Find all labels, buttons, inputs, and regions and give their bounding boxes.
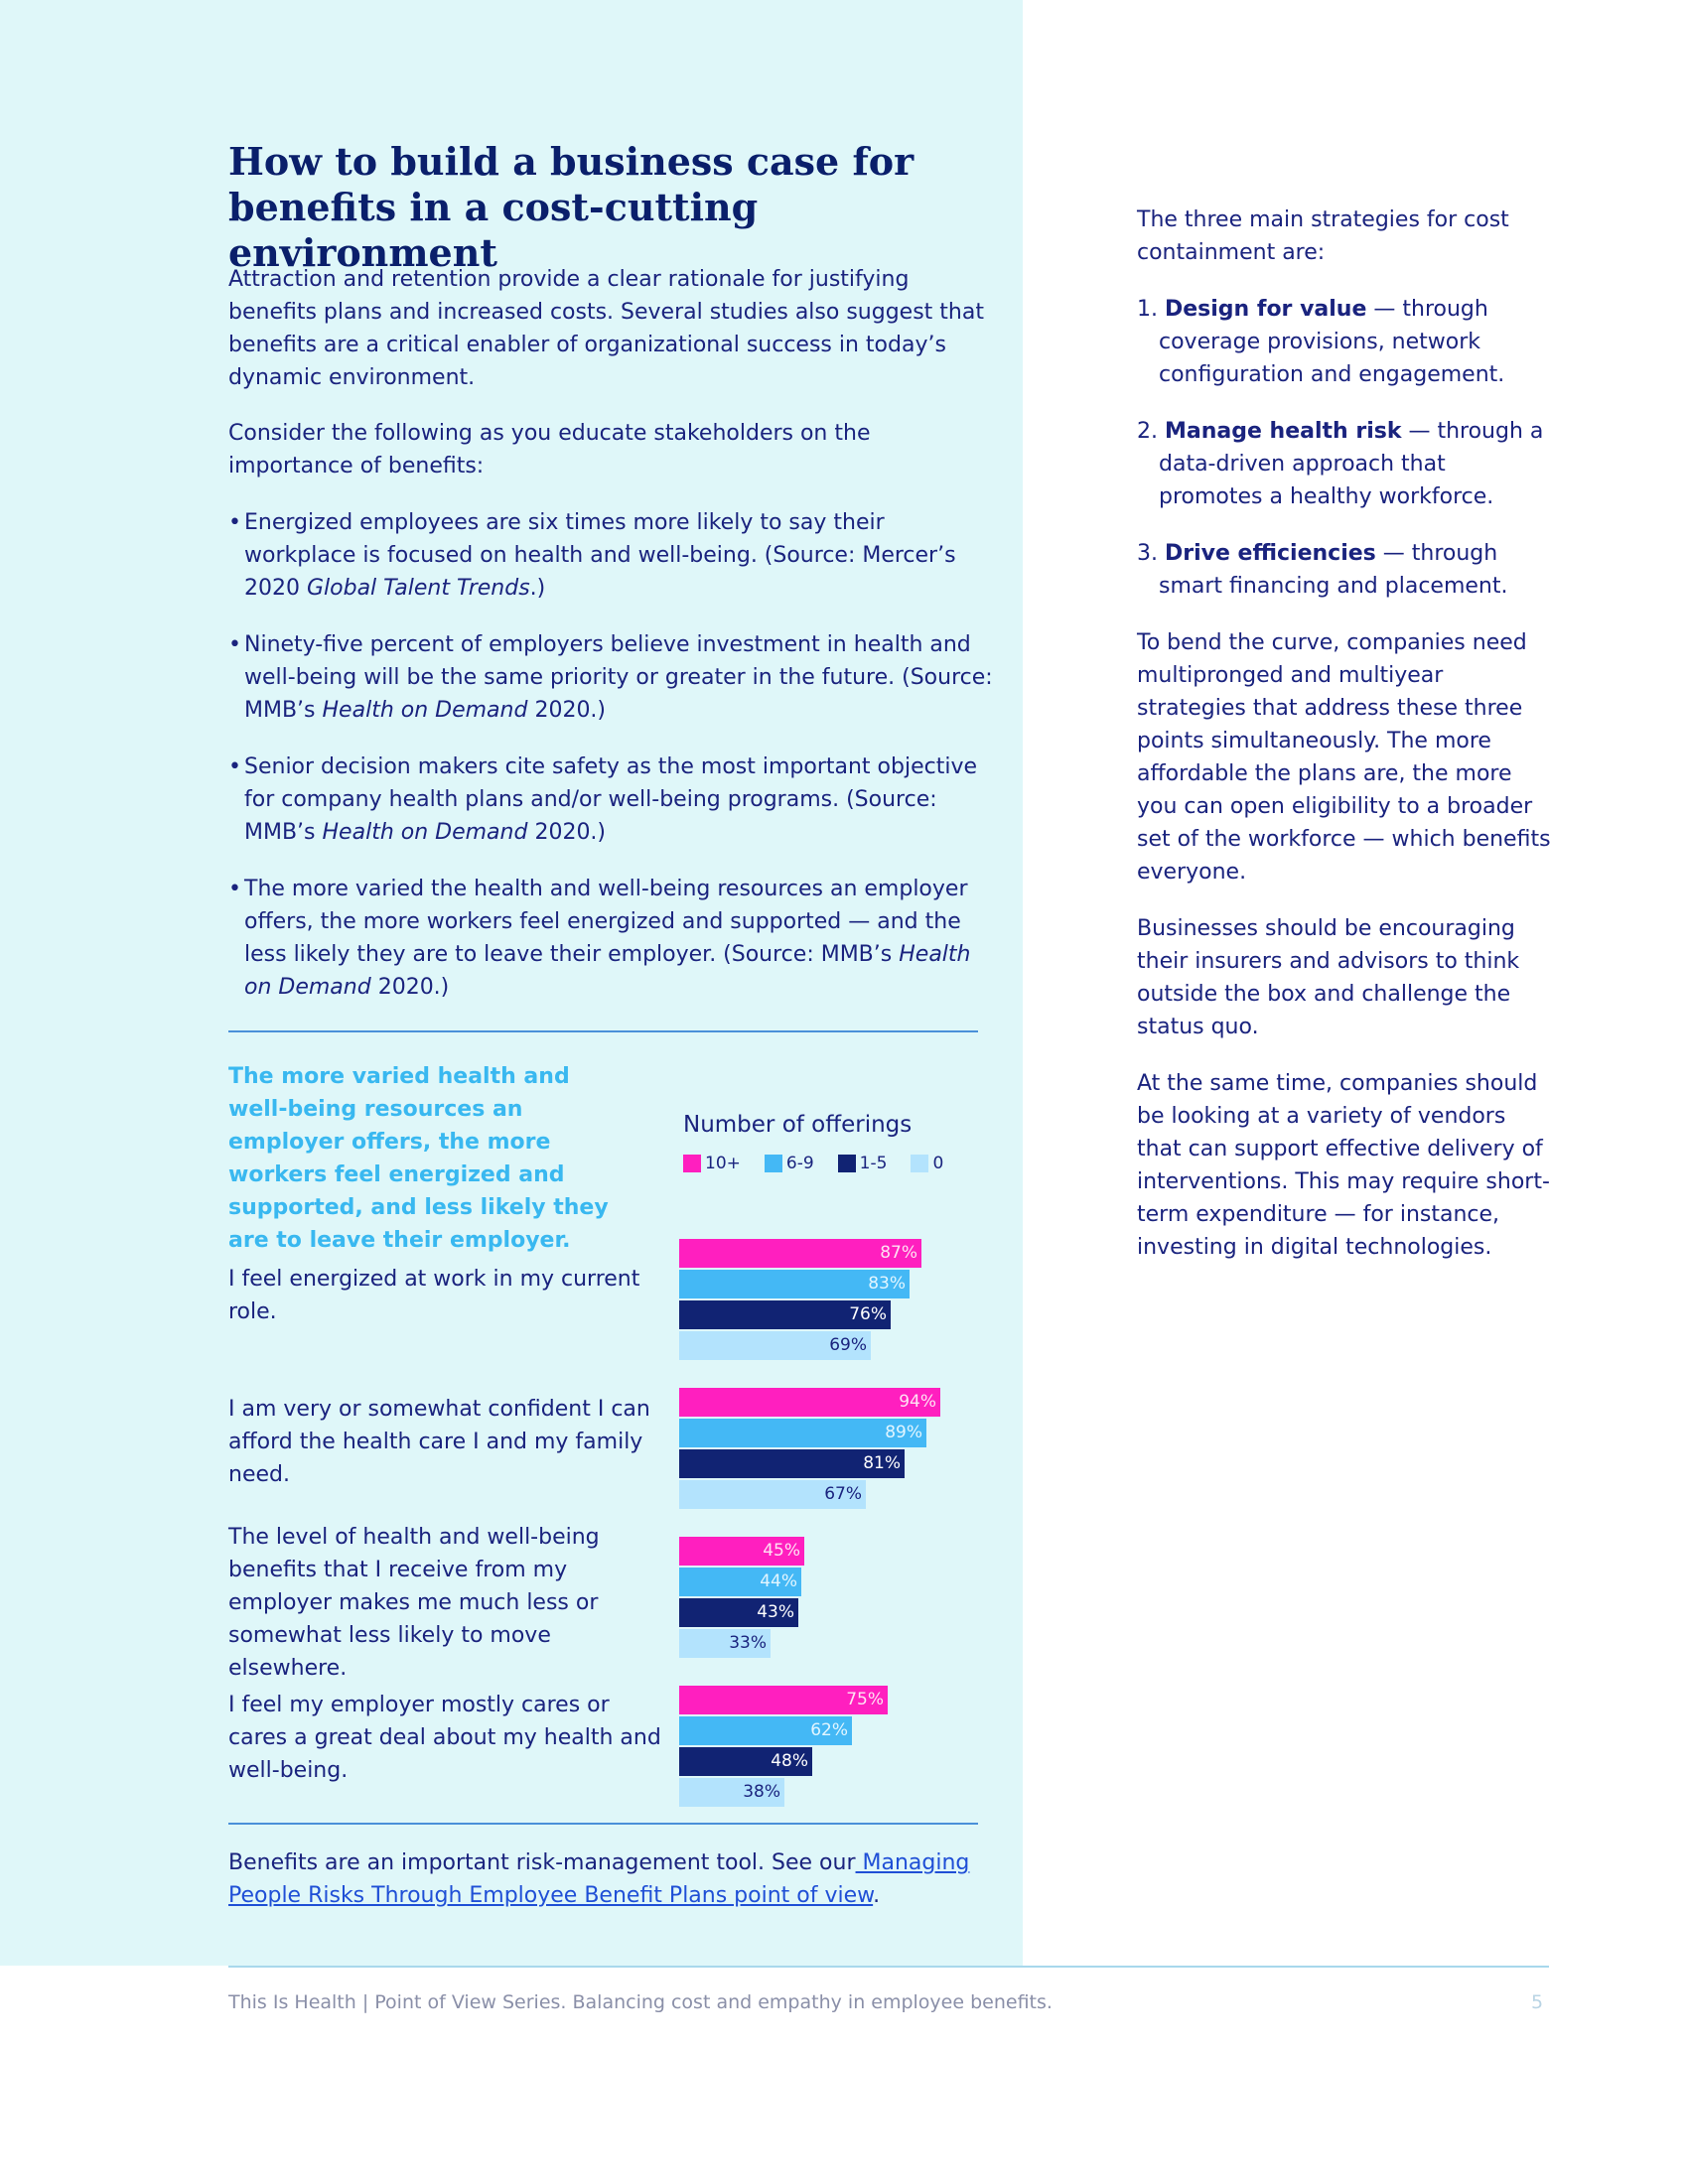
bar-6-9-q2: 89% xyxy=(679,1419,926,1447)
page-number: 5 xyxy=(1531,1991,1544,2013)
chart-category-label: I feel my employer mostly cares or cares a great deal about my health and well-being. xyxy=(228,1693,661,1783)
closing-paragraph: Benefits are an important risk-management tool. See our Managing People Risks Through Employee Benefit Plans point of view. xyxy=(228,1850,970,1908)
risk-management-pov-link[interactable]: Managing People Risks Through Employee Benefit Plans point of view xyxy=(228,1850,970,1908)
bar-10-plus-q2: 94% xyxy=(679,1388,940,1417)
legend-label: 0 xyxy=(932,1154,944,1173)
bar-0-q2: 67% xyxy=(679,1480,866,1509)
intro-paragraph: Attraction and retention provide a clear rationale for justifying benefits plans and increased costs. Several studies also suggest that benefits are a critical enabler of organizational success in today’s dynamic environment. xyxy=(228,267,984,390)
chart-category-label: I am very or somewhat confident I can afford the health care I and my family need. xyxy=(228,1397,650,1487)
strategy-item: 2. Manage health risk — through a data-driven approach that promotes a healthy workforce. xyxy=(1137,419,1544,509)
bar-0-q3: 33% xyxy=(679,1629,771,1658)
bullet-item: • The more varied the health and well-being resources an employer offers, the more workers feel energized and supported — and the less likely they are to leave their employer. (Source: MMB’s Health on Demand 2020.) xyxy=(228,873,993,1004)
consider-paragraph: Consider the following as you educate stakeholders on the importance of benefits: xyxy=(228,421,871,478)
bullet-item: • Senior decision makers cite safety as the most important objective for company health plans and/or well-being programs. (Source: MMB’s Health on Demand 2020.) xyxy=(228,751,993,849)
bullet-item: • Energized employees are six times more likely to say their workplace is focused on health and well-being. (Source: Mercer’s 2020 Global Talent Trends.) xyxy=(228,506,993,605)
chart-category-label: I feel energized at work in my current role. xyxy=(228,1267,640,1324)
chart-legend xyxy=(683,1154,967,1173)
right-column xyxy=(1137,204,1554,1288)
legend-swatch xyxy=(683,1155,701,1172)
bar-1-5-q1: 76% xyxy=(679,1300,891,1329)
legend-item-10-plus xyxy=(683,1154,741,1173)
strategy-item: 3. Drive efficiencies — through smart financing and placement. xyxy=(1137,541,1508,599)
section-divider xyxy=(228,1030,978,1032)
bar-10-plus-q1: 87% xyxy=(679,1239,921,1268)
chart-legend-title: Number of offerings xyxy=(683,1112,913,1138)
legend-item-6-9 xyxy=(765,1154,814,1173)
bar-0-q1: 69% xyxy=(679,1331,871,1360)
bar-10-plus-q4: 75% xyxy=(679,1686,888,1714)
chart-category-label: The level of health and well-being benefits that I receive from my employer makes me much less or somewhat less likely to move elsewhere. xyxy=(228,1525,600,1681)
bar-1-5-q2: 81% xyxy=(679,1449,905,1478)
legend-swatch xyxy=(911,1155,928,1172)
footer-series-title: This Is Health | Point of View Series. Balancing cost and empathy in employee benefits. xyxy=(228,1991,1053,2013)
legend-item-1-5 xyxy=(838,1154,888,1173)
bar-6-9-q4: 62% xyxy=(679,1716,852,1745)
bar-0-q4: 38% xyxy=(679,1778,784,1807)
section-divider xyxy=(228,1823,978,1825)
legend-label: 1-5 xyxy=(859,1154,888,1173)
legend-label: 6-9 xyxy=(785,1154,814,1173)
vendors-paragraph: At the same time, companies should be looking at a variety of vendors that can support effective delivery of interventions. This may require short-term expenditure — for instance, investing in digital technologies. xyxy=(1137,1071,1550,1260)
source-bullet-list xyxy=(228,506,993,1027)
legend-label: 10+ xyxy=(705,1154,741,1173)
bar-6-9-q1: 83% xyxy=(679,1270,910,1298)
strategies-list xyxy=(1137,293,1554,603)
legend-item-0 xyxy=(911,1154,943,1173)
insurers-paragraph: Businesses should be encouraging their insurers and advisors to think outside the box and challenge the status quo. xyxy=(1137,916,1520,1039)
bar-6-9-q3: 44% xyxy=(679,1568,801,1596)
strategy-item: 1. Design for value — through coverage provisions, network configuration and engagement. xyxy=(1137,297,1505,387)
bar-10-plus-q3: 45% xyxy=(679,1537,804,1566)
bar-1-5-q3: 43% xyxy=(679,1598,798,1627)
chart-callout: The more varied health and well-being resources an employer offers, the more workers feel energized and supported, and less likely they are to leave their employer. xyxy=(228,1064,609,1253)
page-title: How to build a business case for benefits in a cost-cutting environment xyxy=(228,139,914,275)
curve-paragraph: To bend the curve, companies need multipronged and multiyear strategies that address these three points simultaneously. The more affordable the plans are, the more you can open eligibility to a broader set of the workforce — which benefits everyone. xyxy=(1137,630,1551,885)
legend-swatch xyxy=(765,1155,782,1172)
bar-1-5-q4: 48% xyxy=(679,1747,812,1776)
strategies-intro: The three main strategies for cost containment are: xyxy=(1137,207,1509,265)
footer-divider xyxy=(228,1966,1549,1968)
bullet-item: • Ninety-five percent of employers believe investment in health and well-being will be the same priority or greater in the future. (Source: MMB’s Health on Demand 2020.) xyxy=(228,628,993,727)
legend-swatch xyxy=(838,1155,856,1172)
